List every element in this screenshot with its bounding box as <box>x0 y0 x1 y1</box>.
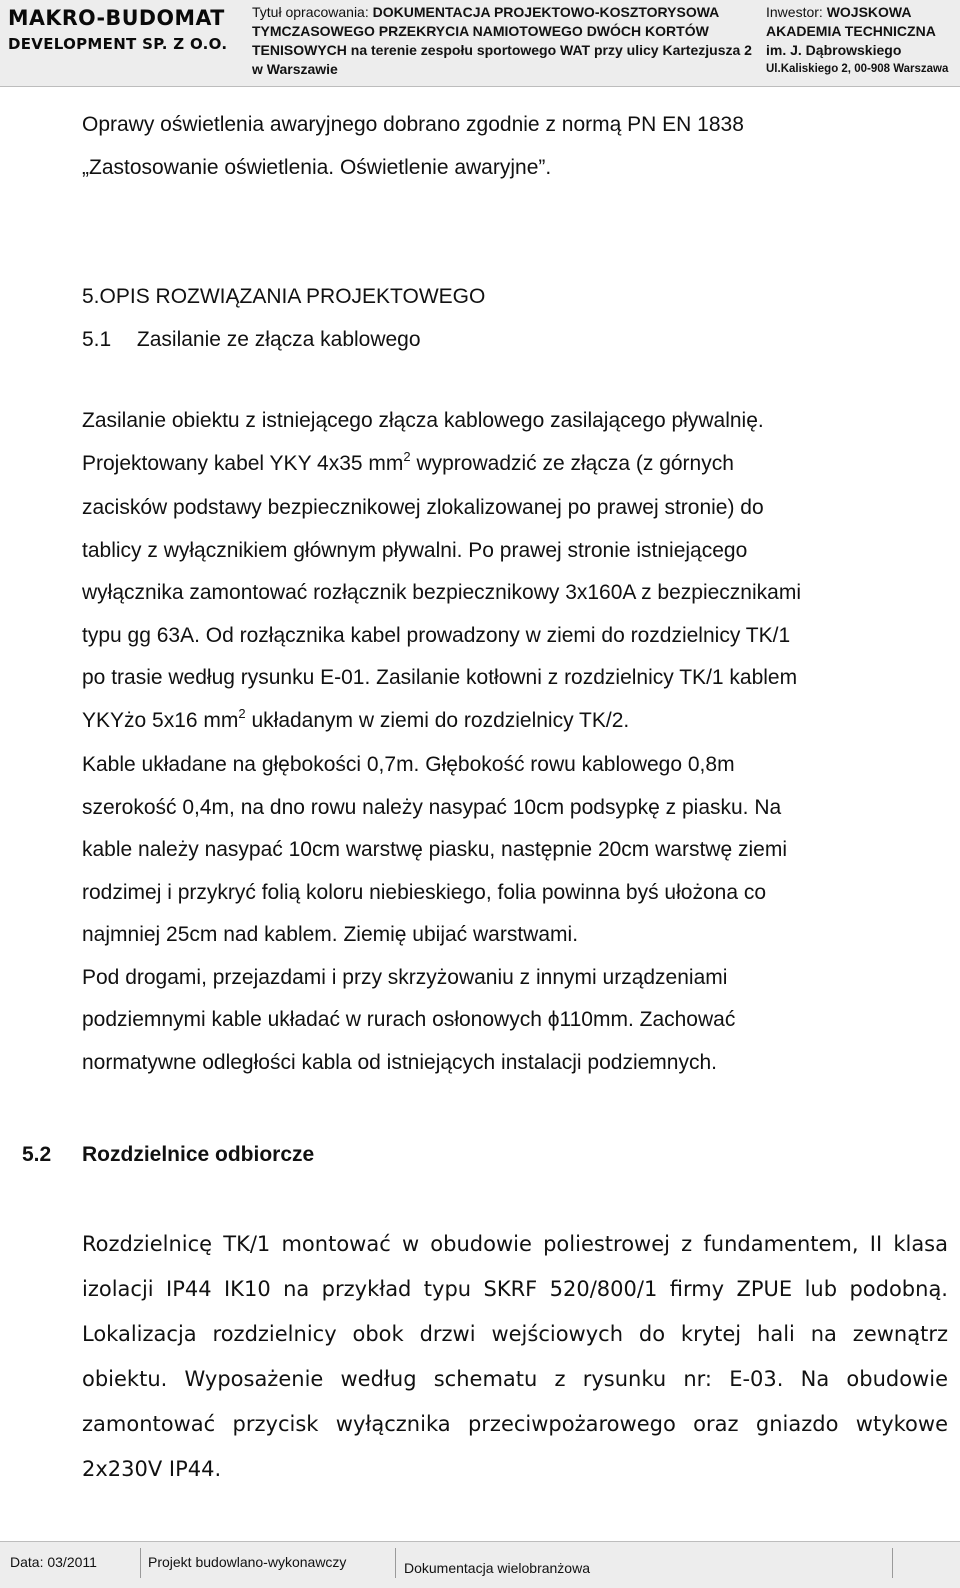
intro-line-2: „Zastosowanie oświetlenia. Oświetlenie awaryjne”. <box>82 156 552 179</box>
page-footer <box>0 1541 960 1588</box>
investor-line-1: WOJSKOWA <box>826 4 912 20</box>
investor-line-3: im. J. Dąbrowskiego <box>766 42 902 58</box>
title-line-4: w Warszawie <box>252 61 338 77</box>
investor-address: Ul.Kaliskiego 2, 00-908 Warszawa <box>766 63 949 75</box>
paragraph-line: wyłącznika zamontować rozłącznik bezpiecznikowy 3x160A z bezpiecznikami <box>82 581 801 604</box>
title-label: Tytuł opracowania: <box>252 4 373 20</box>
paragraph-line: podziemnymi kable układać w rurach osłonowych ϕ110mm. Zachować <box>82 1008 736 1031</box>
paragraph-line: typu gg 63A. Od rozłącznika kabel prowadzony w ziemi do rozdzielnicy TK/1 <box>82 623 791 647</box>
paragraph-line: najmniej 25cm nad kablem. Ziemię ubijać warstwami. <box>82 923 579 946</box>
page-header <box>0 0 960 87</box>
paragraph-text: układanym w ziemi do rozdzielnicy TK/2. <box>245 708 630 732</box>
footer-divider <box>140 1548 141 1578</box>
footer-date: Data: 03/2011 <box>10 1554 97 1570</box>
section-5-1-body <box>82 400 950 1084</box>
paragraph-line <box>82 700 950 745</box>
intro-line-1: Oprawy oświetlenia awaryjnego dobrano zgodnie z normą PN EN 1838 <box>82 113 744 136</box>
investor-label: Inwestor: <box>766 4 827 20</box>
document-title <box>252 3 752 79</box>
footer-divider <box>892 1548 893 1578</box>
paragraph-line: szerokość 0,4m, na dno rowu należy nasypać 10cm podsypkę z piasku. Na <box>82 795 782 819</box>
paragraph-line: Kable układane na głębokości 0,7m. Głębokość rowu kablowego 0,8m <box>82 753 735 776</box>
paragraph-text: wyprowadzić ze złącza (z górnych <box>410 451 734 475</box>
paragraph-line: rodzimej i przykryć folią koloru niebieskiego, folia powinna byś ułożona co <box>82 880 767 904</box>
paragraph-line <box>82 443 950 488</box>
section-5-1-number: 5.1 <box>82 328 112 351</box>
section-5-1-title: Zasilanie ze złącza kablowego <box>136 328 421 351</box>
paragraph-line: normatywne odległości kabla od istniejących instalacji podziemnych. <box>82 1050 717 1074</box>
footer-project-type: Projekt budowlano-wykonawczy <box>148 1554 347 1570</box>
cable-spec: YKYżo 5x16 mm <box>82 708 239 732</box>
paragraph-line: zacisków podstawy bezpiecznikowej zlokalizowanej po prawej stronie) do <box>82 496 764 519</box>
section-5-2-number: 5.2 <box>22 1143 52 1166</box>
superscript: 2 <box>238 705 246 721</box>
footer-documentation: Dokumentacja wielobranżowa <box>404 1560 590 1576</box>
section-5-2-title: Rozdzielnice odbiorcze <box>82 1143 315 1166</box>
paragraph-line: kable należy nasypać 10cm warstwę piasku, następnie 20cm warstwę ziemi <box>82 838 787 861</box>
title-line-2: TYMCZASOWEGO PRZEKRYCIA NAMIOTOWEGO DWÓCH KORTÓW <box>252 23 709 39</box>
paragraph-line: po trasie według rysunku E-01. Zasilanie kotłowni z rozdzielnicy TK/1 kablem <box>82 666 798 689</box>
company-logo <box>8 6 240 56</box>
logo-subname: DEVELOPMENT SP. Z O.O. <box>8 35 228 53</box>
footer-divider <box>395 1548 396 1578</box>
section-5-2-body: Rozdzielnicę TK/1 montować w obudowie poliestrowej z fundamentem, II klasa izolacji IP44 IK10 na przykład typu SKRF 520/800/1 firmy ZPUE lub podobną. Lokalizacja rozdzielnicy obok drzwi wejściowych do krytej hali na zewnątrz obiektu. Wyposażenie według schematu z rysunku nr: E-03. Na obudowie zamontować przycisk wyłącznika przeciwpożarowego oraz gniazdo wtykowe 2x230V IP44. <box>82 1232 948 1481</box>
title-line-1: DOKUMENTACJA PROJEKTOWO-KOSZTORYSOWA <box>372 4 720 20</box>
section-5-heading: 5.OPIS ROZWIĄZANIA PROJEKTOWEGO <box>82 285 486 308</box>
superscript: 2 <box>403 448 411 464</box>
investor-block <box>766 3 956 79</box>
logo-name: MAKRO-BUDOMAT <box>8 6 225 30</box>
paragraph-line: Zasilanie obiektu z istniejącego złącza kablowego zasilającego pływalnię. <box>82 409 764 432</box>
section-5-1-heading <box>82 328 421 352</box>
paragraph-line: tablicy z wyłącznikiem głównym pływalni. Po prawej stronie istniejącego <box>82 538 748 562</box>
investor-line-2: AKADEMIA TECHNICZNA <box>766 23 936 39</box>
cable-spec: Projektowany kabel YKY 4x35 mm <box>82 451 404 475</box>
title-line-3: TENISOWYCH na terenie zespołu sportowego WAT przy ulicy Kartezjusza 2 <box>252 42 752 58</box>
paragraph-line: Pod drogami, przejazdami i przy skrzyżowaniu z innymi urządzeniami <box>82 965 728 989</box>
